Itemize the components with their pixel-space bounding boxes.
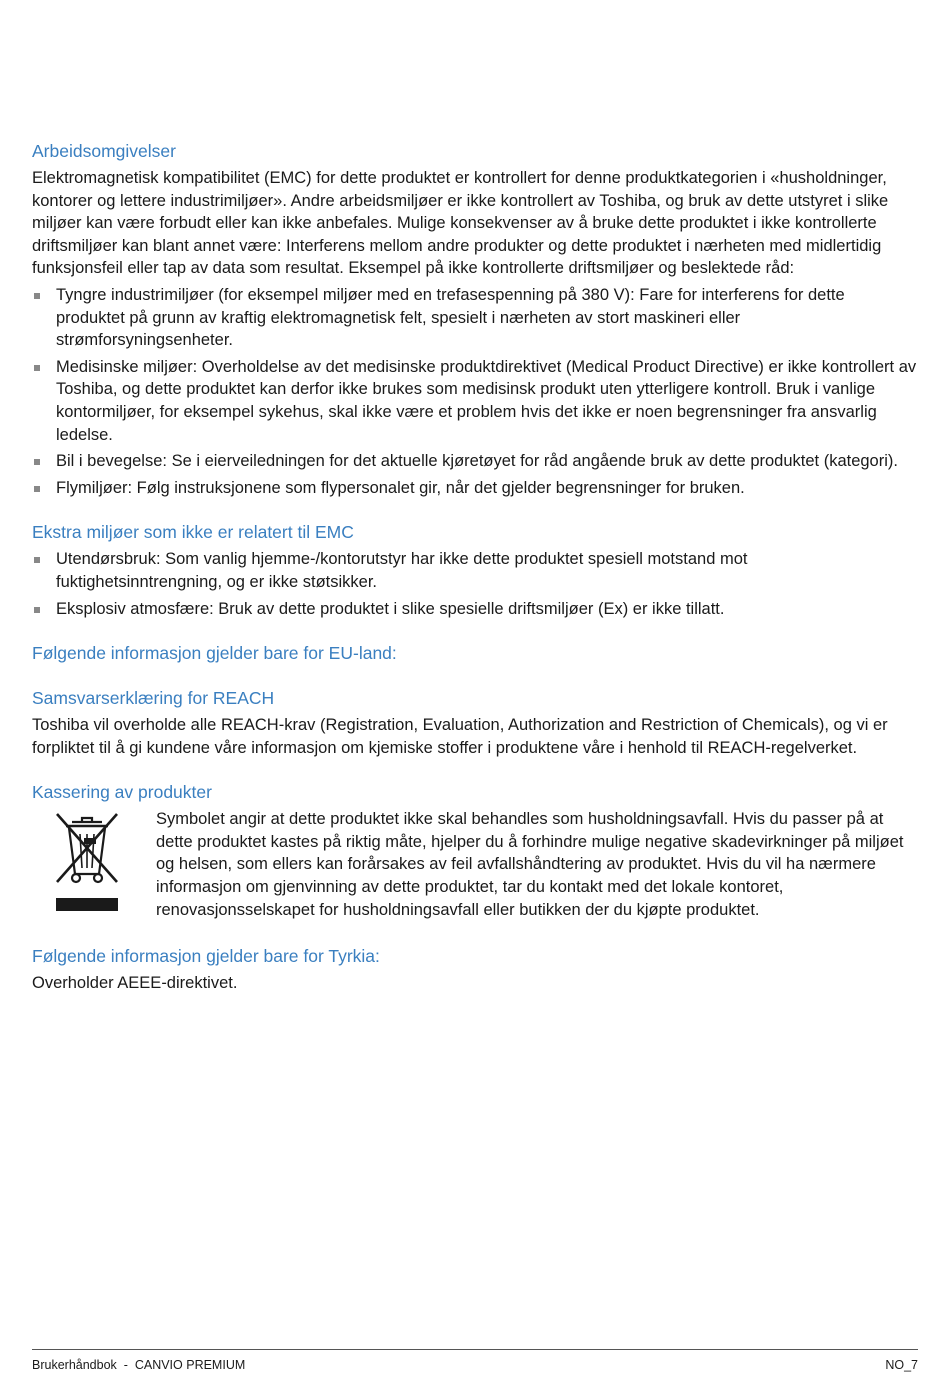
list-item-text: Bil i bevegelse: Se i eierveiledningen for det aktuelle kjøretøyet for råd angående bruk av dette produktet (kategori).: [56, 452, 898, 471]
section-text: Overholder AEEE-direktivet.: [32, 974, 238, 993]
section-heading: Følgende informasjon gjelder bare for EU-land:: [32, 643, 397, 664]
footer-document-title: Brukerhåndbok - CANVIO PREMIUM: [32, 1358, 246, 1372]
bullet-square-icon: [34, 557, 40, 563]
section-tyrkia: [32, 945, 918, 995]
list-item-text: Eksplosiv atmosfære: Bruk av dette produktet i slike spesielle driftsmiljøer (Ex) er ikke tillatt.: [56, 599, 725, 618]
section-heading: Arbeidsomgivelser: [32, 141, 176, 161]
section-text: Symbolet angir at dette produktet ikke skal behandles som husholdningsavfall. Hvis du passer på at dette produktet kastes på riktig måte, hjelper du å forhindre mulige negative skadevirkninger på miljøet og helsen, som ellers kan forårsakes av feil avfallshåndtering av produktet. Hvis du vil ha nærmere informasjon om gjenvinning av dette produktet, tar du kontakt med det lokale kontoret, renovasjonsselskapet for husholdningsavfall eller butikken der du kjøpte produktet.: [156, 810, 904, 919]
section-text: Toshiba vil overholde alle REACH-krav (Registration, Evaluation, Authorization and Restriction of Chemicals), og vi er forpliktet til å gi kundene våre informasjon om kjemiske stoffer i produktene våre i henhold til REACH-regelverket.: [32, 716, 888, 757]
page-content: [32, 140, 918, 1017]
bullet-square-icon: [34, 486, 40, 492]
bullet-list: [32, 284, 918, 499]
list-item: [32, 477, 918, 500]
section-ekstra-miljoer: [32, 521, 918, 620]
bullet-square-icon: [34, 365, 40, 371]
list-item: [32, 598, 918, 621]
list-item: [32, 450, 918, 473]
section-reach: [32, 687, 918, 759]
bullet-square-icon: [34, 459, 40, 465]
section-heading: Ekstra miljøer som ikke er relatert til EMC: [32, 522, 354, 543]
weee-crossed-bin-icon: [52, 808, 152, 923]
bullet-list: [32, 548, 918, 620]
section-eu-info: [32, 642, 918, 665]
list-item-text: Flymiljøer: Følg instruksjonene som flypersonalet gir, når det gjelder begrensninger for bruken.: [56, 478, 745, 497]
section-arbeidsomgivelser: [32, 140, 918, 499]
bullet-square-icon: [34, 293, 40, 299]
disposal-block: [32, 808, 918, 923]
bullet-square-icon: [34, 607, 40, 613]
list-item-text: Medisinske miljøer: Overholdelse av det medisinske produktdirektivet (Medical Product Directive) er ikke kontrollert av Toshiba, og dette produktet kan derfor ikke brukes som medisinsk produkt uten ytterligere kontroll. Bruk i vanlige kontormiljøer, for eksempel sykehus, skal ikke være et problem hvis det ikke er noen begrensninger fra ansvarlig ledelse.: [56, 357, 917, 444]
section-heading: Følgende informasjon gjelder bare for Tyrkia:: [32, 946, 380, 967]
section-heading: Kassering av produkter: [32, 782, 212, 803]
list-item-text: Tyngre industrimiljøer (for eksempel miljøer med en trefasespenning på 380 V): Fare for interferens for dette produktet på grunn av kraftig elektromagnetisk felt, spesielt i nærheten av stort maskineri eller strømforsyningsenheter.: [56, 285, 845, 350]
section-heading: Samsvarserklæring for REACH: [32, 688, 275, 709]
list-item: [32, 284, 918, 352]
section-text: Elektromagnetisk kompatibilitet (EMC) for dette produktet er kontrollert for denne produktkategorien i «husholdninger, kontorer og lettere industrimiljøer». Andre arbeidsmiljøer er ikke kontrollert av Toshiba, og bruk av dette utstyret i slike miljøer kan være forbudt eller kan ikke anbefales. Mulige konsekvenser av å bruke dette produktet i ikke kontrollerte driftsmiljøer kan blant annet være: Interferens mellom andre produkter og dette produktet i nærheten med midlertidig funksjonsfeil eller tap av data som resultat. Eksempel på ikke kontrollerte driftsmiljøer og beslektede råd:: [32, 169, 889, 278]
section-kassering: [32, 781, 918, 923]
list-item: [32, 356, 918, 446]
footer-page-number: NO_7: [885, 1358, 918, 1372]
list-item-text: Utendørsbruk: Som vanlig hjemme-/kontorutstyr har ikke dette produktet spesiell motstand mot fuktighetsinntrengning, og er ikke støtsikker.: [56, 550, 748, 591]
page-footer: [32, 1349, 918, 1372]
list-item: [32, 548, 918, 593]
